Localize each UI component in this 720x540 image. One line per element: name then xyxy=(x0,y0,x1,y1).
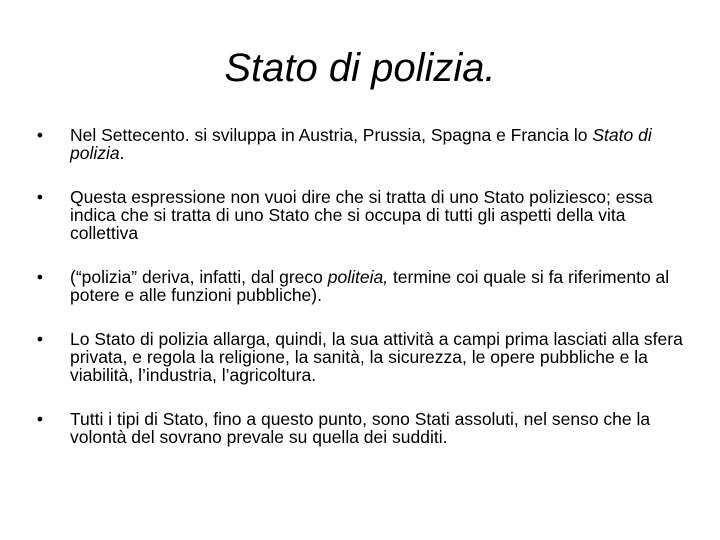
text-run: . xyxy=(119,143,125,163)
bullet-text xyxy=(70,409,650,447)
text-run-italic: Stato di polizia xyxy=(70,125,652,163)
text-run: Tutti i tipi di Stato, fino a questo punto, sono Stati assoluti, nel senso che la volontà del sovrano prevale su quella dei sudditi. xyxy=(70,409,651,447)
text-run: Nel Settecento. si sviluppa in Austria, Prussia, Spagna e Francia lo xyxy=(70,125,593,145)
bullet-dot: • xyxy=(36,187,44,207)
bullet-text xyxy=(70,267,669,305)
bullet-dot: • xyxy=(36,329,44,349)
bullet-item xyxy=(34,268,694,304)
bullet-text xyxy=(70,329,683,385)
bullet-dot: • xyxy=(36,409,44,429)
text-run: Lo Stato di polizia allarga, quindi, la sua attività a campi prima lasciati alla sfera privata, e regola la religione, la sanità, la sicurezza, le opere pubbliche e la viabilità, l’industria, l’agricoltura. xyxy=(70,329,683,385)
bullet-dot: • xyxy=(36,267,44,287)
text-run: (“polizia” deriva, infatti, dal greco xyxy=(70,267,328,287)
slide-title: Stato di polizia. xyxy=(224,46,496,90)
text-run: Questa espressione non vuoi dire che si tratta di uno Stato poliziesco; essa indica che si tratta di uno Stato che si occupa di tutti gli aspetti della vita collettiva xyxy=(70,187,653,243)
text-run: termine coi quale si fa riferimento al potere e alle funzioni pubbliche). xyxy=(70,267,670,305)
bullet-text xyxy=(70,125,652,163)
bullet-item xyxy=(34,410,694,446)
bullet-item xyxy=(34,126,694,162)
bullet-item xyxy=(34,330,694,384)
bullet-list xyxy=(34,126,694,472)
bullet-text xyxy=(70,187,653,243)
bullet-item xyxy=(34,188,694,242)
text-run-italic: politeia, xyxy=(327,267,389,287)
bullet-dot: • xyxy=(36,125,44,145)
